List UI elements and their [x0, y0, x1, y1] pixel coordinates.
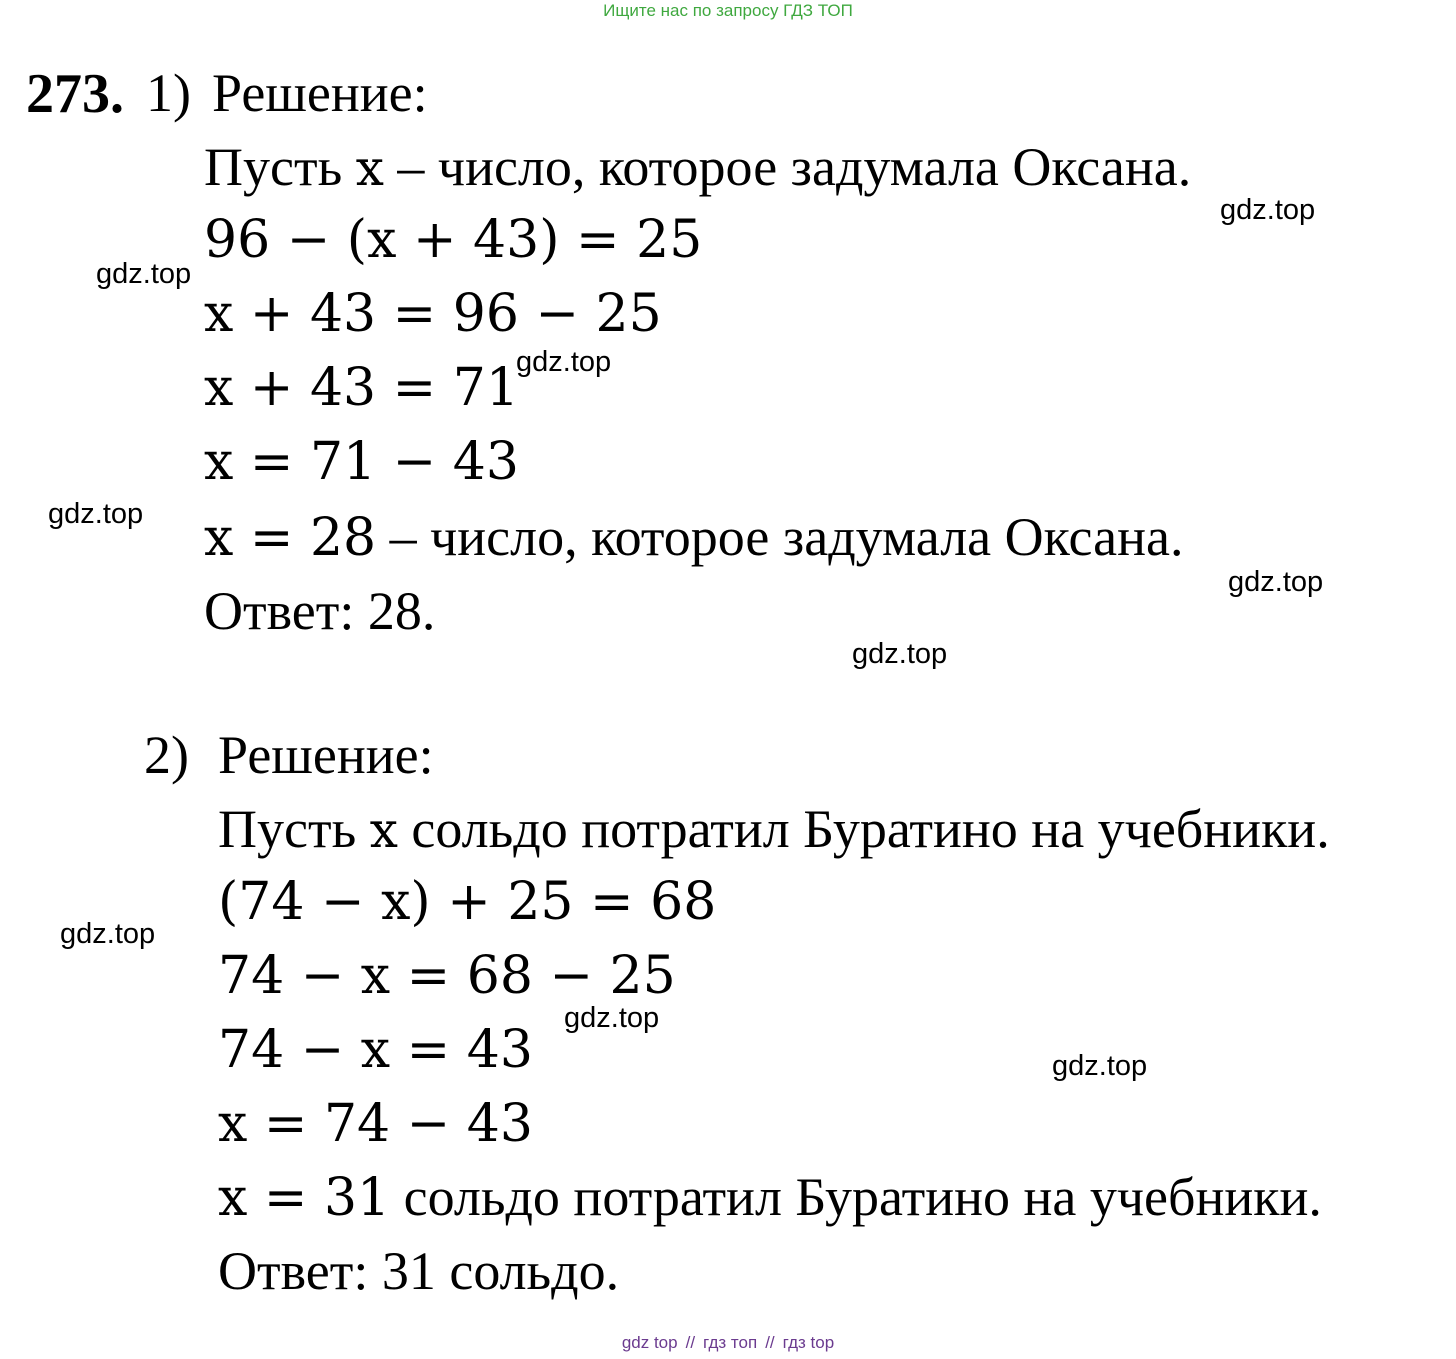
part2-eq3: 74 − x = 43 — [218, 1020, 533, 1080]
part1-answer: Ответ: 28. — [204, 581, 436, 641]
footer-separator: // — [765, 1333, 775, 1352]
part2-eq2: 74 − x = 68 − 25 — [218, 946, 676, 1006]
part2-intro-b: сольдо потратил Буратино на учебники. — [397, 799, 1330, 859]
footer-separator: // — [685, 1333, 696, 1352]
part2-var: x — [369, 801, 398, 859]
part1-eq3: x + 43 = 71 — [204, 358, 519, 418]
watermark: gdz.top — [96, 258, 192, 290]
part2-answer: Ответ: 31 сольдо. — [218, 1241, 620, 1301]
footer — [0, 1333, 1456, 1353]
part2-intro-a: Пусть — [218, 799, 370, 859]
footer-link-gdz-top-mixed[interactable]: гдз top — [782, 1333, 835, 1352]
part2-intro — [218, 798, 1330, 860]
part1-eq2: x + 43 = 96 − 25 — [204, 284, 662, 344]
top-banner[interactable]: Ищите нас по запросу ГДЗ ТОП — [603, 1, 853, 20]
watermark: gdz.top — [516, 346, 612, 378]
watermark: gdz.top — [1228, 566, 1324, 598]
part2-heading: Решение: — [218, 725, 434, 785]
part1-var: x — [355, 139, 384, 197]
watermark: gdz.top — [852, 638, 948, 670]
part1-eq5 — [204, 506, 1183, 568]
part1-heading: Решение: — [212, 63, 428, 123]
part1-intro — [204, 136, 1191, 198]
footer-link-gdz-top[interactable]: gdz top — [621, 1333, 678, 1352]
part2-eq4: x = 74 − 43 — [218, 1094, 533, 1154]
part1-eq4: x = 71 − 43 — [204, 432, 519, 492]
watermark: gdz.top — [48, 498, 144, 530]
problem-number: 273. — [26, 63, 124, 125]
part1-intro-a: Пусть — [204, 137, 356, 197]
watermark: gdz.top — [60, 918, 156, 950]
part2-eq5 — [218, 1166, 1322, 1228]
part2-label: 2) — [144, 725, 189, 785]
part2-eq1: (74 − x) + 25 = 68 — [218, 872, 717, 932]
part2-eq5-text: сольдо потратил Буратино на учебники. — [390, 1167, 1322, 1227]
watermark: gdz.top — [1220, 194, 1316, 226]
watermark: gdz.top — [564, 1002, 660, 1034]
watermark: gdz.top — [1052, 1050, 1148, 1082]
part2-eq5-math: x = 31 — [218, 1168, 391, 1228]
part1-eq1: 96 − (x + 43) = 25 — [204, 210, 703, 270]
part1-label: 1) — [146, 63, 191, 123]
part1-eq5-text: – число, которое задумала Оксана. — [376, 507, 1184, 567]
part1-eq5-math: x = 28 — [204, 508, 377, 568]
part1-intro-b: – число, которое задумала Оксана. — [383, 137, 1192, 197]
footer-link-gdz-top-ru[interactable]: гдз топ — [703, 1333, 758, 1352]
